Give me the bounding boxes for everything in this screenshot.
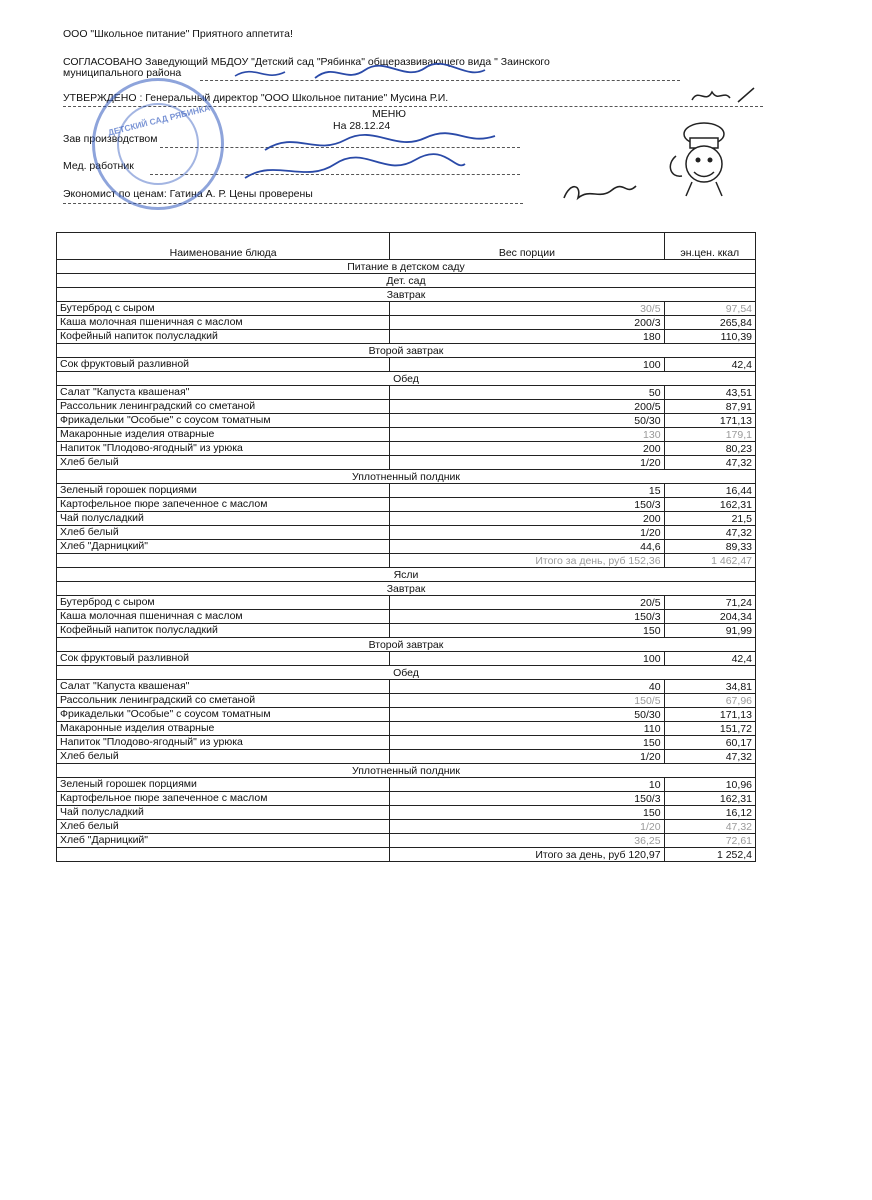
total-label: Итого за день, руб 120,97 xyxy=(390,848,664,862)
menu-title: МЕНЮ xyxy=(372,108,406,120)
dish-weight: 15 xyxy=(390,484,664,498)
table-row xyxy=(57,330,756,344)
dish-name: Хлеб белый xyxy=(57,750,390,764)
dish-kcal: 16,44 xyxy=(664,484,755,498)
dish-kcal: 42,4 xyxy=(664,358,755,372)
head-of-production-label: Зав производством xyxy=(63,133,158,145)
dish-kcal: 171,13 xyxy=(664,708,755,722)
dish-name: Хлеб "Дарницкий" xyxy=(57,540,390,554)
dish-weight: 100 xyxy=(390,358,664,372)
dish-weight: 150 xyxy=(390,736,664,750)
agreed-line-2: муниципального района xyxy=(63,67,182,79)
table-row xyxy=(57,806,756,820)
table-row xyxy=(57,722,756,736)
dish-name: Хлеб белый xyxy=(57,456,390,470)
meal-section-row xyxy=(57,638,756,652)
dish-name: Фрикадельки "Особые" с соусом томатным xyxy=(57,414,390,428)
meal-section-label: Завтрак xyxy=(57,582,756,596)
meal-section-row xyxy=(57,582,756,596)
dish-weight: 1/20 xyxy=(390,820,664,834)
dish-weight: 150/3 xyxy=(390,792,664,806)
dish-weight: 130 xyxy=(390,428,664,442)
dish-kcal: 110,39 xyxy=(664,330,755,344)
dish-kcal: 16,12 xyxy=(664,806,755,820)
dish-weight: 150/3 xyxy=(390,498,664,512)
table-row xyxy=(57,652,756,666)
chef-logo-icon xyxy=(662,120,746,200)
dish-kcal: 87,91 xyxy=(664,400,755,414)
table-row xyxy=(57,610,756,624)
table-row xyxy=(57,624,756,638)
stamp-text: ДЕТСКИЙ САД РЯБИНКА xyxy=(106,102,212,138)
dish-kcal: 34,81 xyxy=(664,680,755,694)
dish-name: Картофельное пюре запеченное с маслом xyxy=(57,498,390,512)
dish-weight: 150 xyxy=(390,806,664,820)
dish-weight: 1/20 xyxy=(390,526,664,540)
total-kcal: 1 252,4 xyxy=(664,848,755,862)
table-row xyxy=(57,498,756,512)
dish-kcal: 47,32 xyxy=(664,820,755,834)
dish-kcal: 89,33 xyxy=(664,540,755,554)
table-row xyxy=(57,302,756,316)
dish-name: Чай полусладкий xyxy=(57,806,390,820)
total-row xyxy=(57,848,756,862)
dish-weight: 200 xyxy=(390,442,664,456)
meal-section-row xyxy=(57,344,756,358)
table-row xyxy=(57,428,756,442)
dish-name: Каша молочная пшеничная с маслом xyxy=(57,610,390,624)
dish-weight: 150 xyxy=(390,624,664,638)
column-header-kcal: эн.цен. ккал xyxy=(664,233,755,260)
dish-kcal: 204,34 xyxy=(664,610,755,624)
dish-kcal: 162,31 xyxy=(664,792,755,806)
meal-section-row xyxy=(57,372,756,386)
dish-kcal: 47,32 xyxy=(664,456,755,470)
dish-name: Напиток "Плодово-ягодный" из урюка xyxy=(57,442,390,456)
dish-weight: 100 xyxy=(390,652,664,666)
table-row xyxy=(57,414,756,428)
dish-weight: 150/5 xyxy=(390,694,664,708)
table-row xyxy=(57,820,756,834)
dish-name: Бутерброд с сыром xyxy=(57,302,390,316)
dish-kcal: 42,4 xyxy=(664,652,755,666)
dish-kcal: 91,99 xyxy=(664,624,755,638)
table-row xyxy=(57,540,756,554)
dish-kcal: 21,5 xyxy=(664,512,755,526)
dish-weight: 1/20 xyxy=(390,456,664,470)
menu-date: На 28.12.24 xyxy=(333,120,391,132)
dish-weight: 200/5 xyxy=(390,400,664,414)
group-label: Дет. сад xyxy=(57,274,756,288)
meal-section-label: Обед xyxy=(57,666,756,680)
dish-name: Напиток "Плодово-ягодный" из урюка xyxy=(57,736,390,750)
table-row xyxy=(57,750,756,764)
table-row xyxy=(57,512,756,526)
table-row xyxy=(57,708,756,722)
table-row xyxy=(57,680,756,694)
dish-name: Хлеб белый xyxy=(57,526,390,540)
dish-weight: 20/5 xyxy=(390,596,664,610)
dish-kcal: 265,84 xyxy=(664,316,755,330)
dish-weight: 150/3 xyxy=(390,610,664,624)
dish-kcal: 171,13 xyxy=(664,414,755,428)
table-row xyxy=(57,792,756,806)
meal-section-row xyxy=(57,288,756,302)
table-title-row xyxy=(57,260,756,274)
approved-line: УТВЕРЖДЕНО : Генеральный директор "ООО Школьное питание" Мусина Р.И. xyxy=(63,92,449,104)
menu-table-body xyxy=(57,260,756,862)
group-row xyxy=(57,274,756,288)
dish-name: Зеленый горошек порциями xyxy=(57,778,390,792)
dish-weight: 10 xyxy=(390,778,664,792)
dish-name: Чай полусладкий xyxy=(57,512,390,526)
dish-name: Рассольник ленинградский со сметаной xyxy=(57,400,390,414)
dish-kcal: 80,23 xyxy=(664,442,755,456)
medic-label: Мед. работник xyxy=(63,160,134,172)
table-row xyxy=(57,456,756,470)
table-row xyxy=(57,316,756,330)
group-label: Ясли xyxy=(57,568,756,582)
table-row xyxy=(57,694,756,708)
total-label: Итого за день, руб 152,36 xyxy=(390,554,664,568)
total-spacer xyxy=(57,554,390,568)
dish-weight: 50/30 xyxy=(390,414,664,428)
table-row xyxy=(57,526,756,540)
organization-stamp xyxy=(92,78,224,210)
menu-table xyxy=(56,232,756,862)
meal-section-row xyxy=(57,764,756,778)
dish-kcal: 47,32 xyxy=(664,526,755,540)
table-row xyxy=(57,358,756,372)
meal-section-label: Уплотненный полдник xyxy=(57,764,756,778)
dish-name: Кофейный напиток полусладкий xyxy=(57,330,390,344)
meal-section-label: Обед xyxy=(57,372,756,386)
table-row xyxy=(57,386,756,400)
meal-section-label: Второй завтрак xyxy=(57,638,756,652)
dish-weight: 1/20 xyxy=(390,750,664,764)
dish-name: Сок фруктовый разливной xyxy=(57,358,390,372)
agreed-line-1: СОГЛАСОВАНО Заведующий МБДОУ "Детский сад "Рябинка" общеразвивающего вида " Заинского xyxy=(63,56,550,68)
dish-name: Салат "Капуста квашеная" xyxy=(57,680,390,694)
table-row xyxy=(57,484,756,498)
dish-weight: 30/5 xyxy=(390,302,664,316)
economist-signature xyxy=(560,178,640,208)
dish-kcal: 60,17 xyxy=(664,736,755,750)
dish-kcal: 67,96 xyxy=(664,694,755,708)
total-spacer xyxy=(57,848,390,862)
meal-section-label: Завтрак xyxy=(57,288,756,302)
total-kcal: 1 462,47 xyxy=(664,554,755,568)
dish-kcal: 162,31 xyxy=(664,498,755,512)
column-header-weight: Вес порции xyxy=(390,233,664,260)
dish-weight: 50/30 xyxy=(390,708,664,722)
dish-kcal: 47,32 xyxy=(664,750,755,764)
dish-weight: 44,6 xyxy=(390,540,664,554)
table-row xyxy=(57,834,756,848)
dish-weight: 200/3 xyxy=(390,316,664,330)
dish-kcal: 97,54 xyxy=(664,302,755,316)
economist-label: Экономист по ценам: Гатина А. Р. Цены проверены xyxy=(63,188,313,200)
dish-name: Кофейный напиток полусладкий xyxy=(57,624,390,638)
meal-section-row xyxy=(57,666,756,680)
table-header-row xyxy=(57,233,756,260)
dish-name: Макаронные изделия отварные xyxy=(57,722,390,736)
director-signature xyxy=(688,84,758,108)
dish-kcal: 71,24 xyxy=(664,596,755,610)
dish-weight: 50 xyxy=(390,386,664,400)
dish-weight: 110 xyxy=(390,722,664,736)
dish-name: Сок фруктовый разливной xyxy=(57,652,390,666)
column-header-dish: Наименование блюда xyxy=(57,233,390,260)
dish-name: Картофельное пюре запеченное с маслом xyxy=(57,792,390,806)
dish-name: Хлеб белый xyxy=(57,820,390,834)
dish-kcal: 179,1 xyxy=(664,428,755,442)
dish-weight: 200 xyxy=(390,512,664,526)
table-title: Питание в детском саду xyxy=(57,260,756,274)
dish-kcal: 10,96 xyxy=(664,778,755,792)
dish-name: Салат "Капуста квашеная" xyxy=(57,386,390,400)
dish-name: Фрикадельки "Особые" с соусом томатным xyxy=(57,708,390,722)
dish-name: Макаронные изделия отварные xyxy=(57,428,390,442)
dish-name: Зеленый горошек порциями xyxy=(57,484,390,498)
dish-kcal: 43,51 xyxy=(664,386,755,400)
dish-name: Бутерброд с сыром xyxy=(57,596,390,610)
handwritten-signatures xyxy=(225,60,525,190)
table-row xyxy=(57,442,756,456)
table-row xyxy=(57,736,756,750)
group-row xyxy=(57,568,756,582)
dish-weight: 36,25 xyxy=(390,834,664,848)
table-row xyxy=(57,778,756,792)
meal-section-label: Второй завтрак xyxy=(57,344,756,358)
meal-section-label: Уплотненный полдник xyxy=(57,470,756,484)
table-row xyxy=(57,596,756,610)
meal-section-row xyxy=(57,470,756,484)
org-title: ООО "Школьное питание" Приятного аппетита! xyxy=(63,28,293,40)
total-row xyxy=(57,554,756,568)
dish-weight: 180 xyxy=(390,330,664,344)
dish-kcal: 72,61 xyxy=(664,834,755,848)
dish-name: Рассольник ленинградский со сметаной xyxy=(57,694,390,708)
dish-name: Хлеб "Дарницкий" xyxy=(57,834,390,848)
dish-weight: 40 xyxy=(390,680,664,694)
table-row xyxy=(57,400,756,414)
dish-kcal: 151,72 xyxy=(664,722,755,736)
dish-name: Каша молочная пшеничная с маслом xyxy=(57,316,390,330)
